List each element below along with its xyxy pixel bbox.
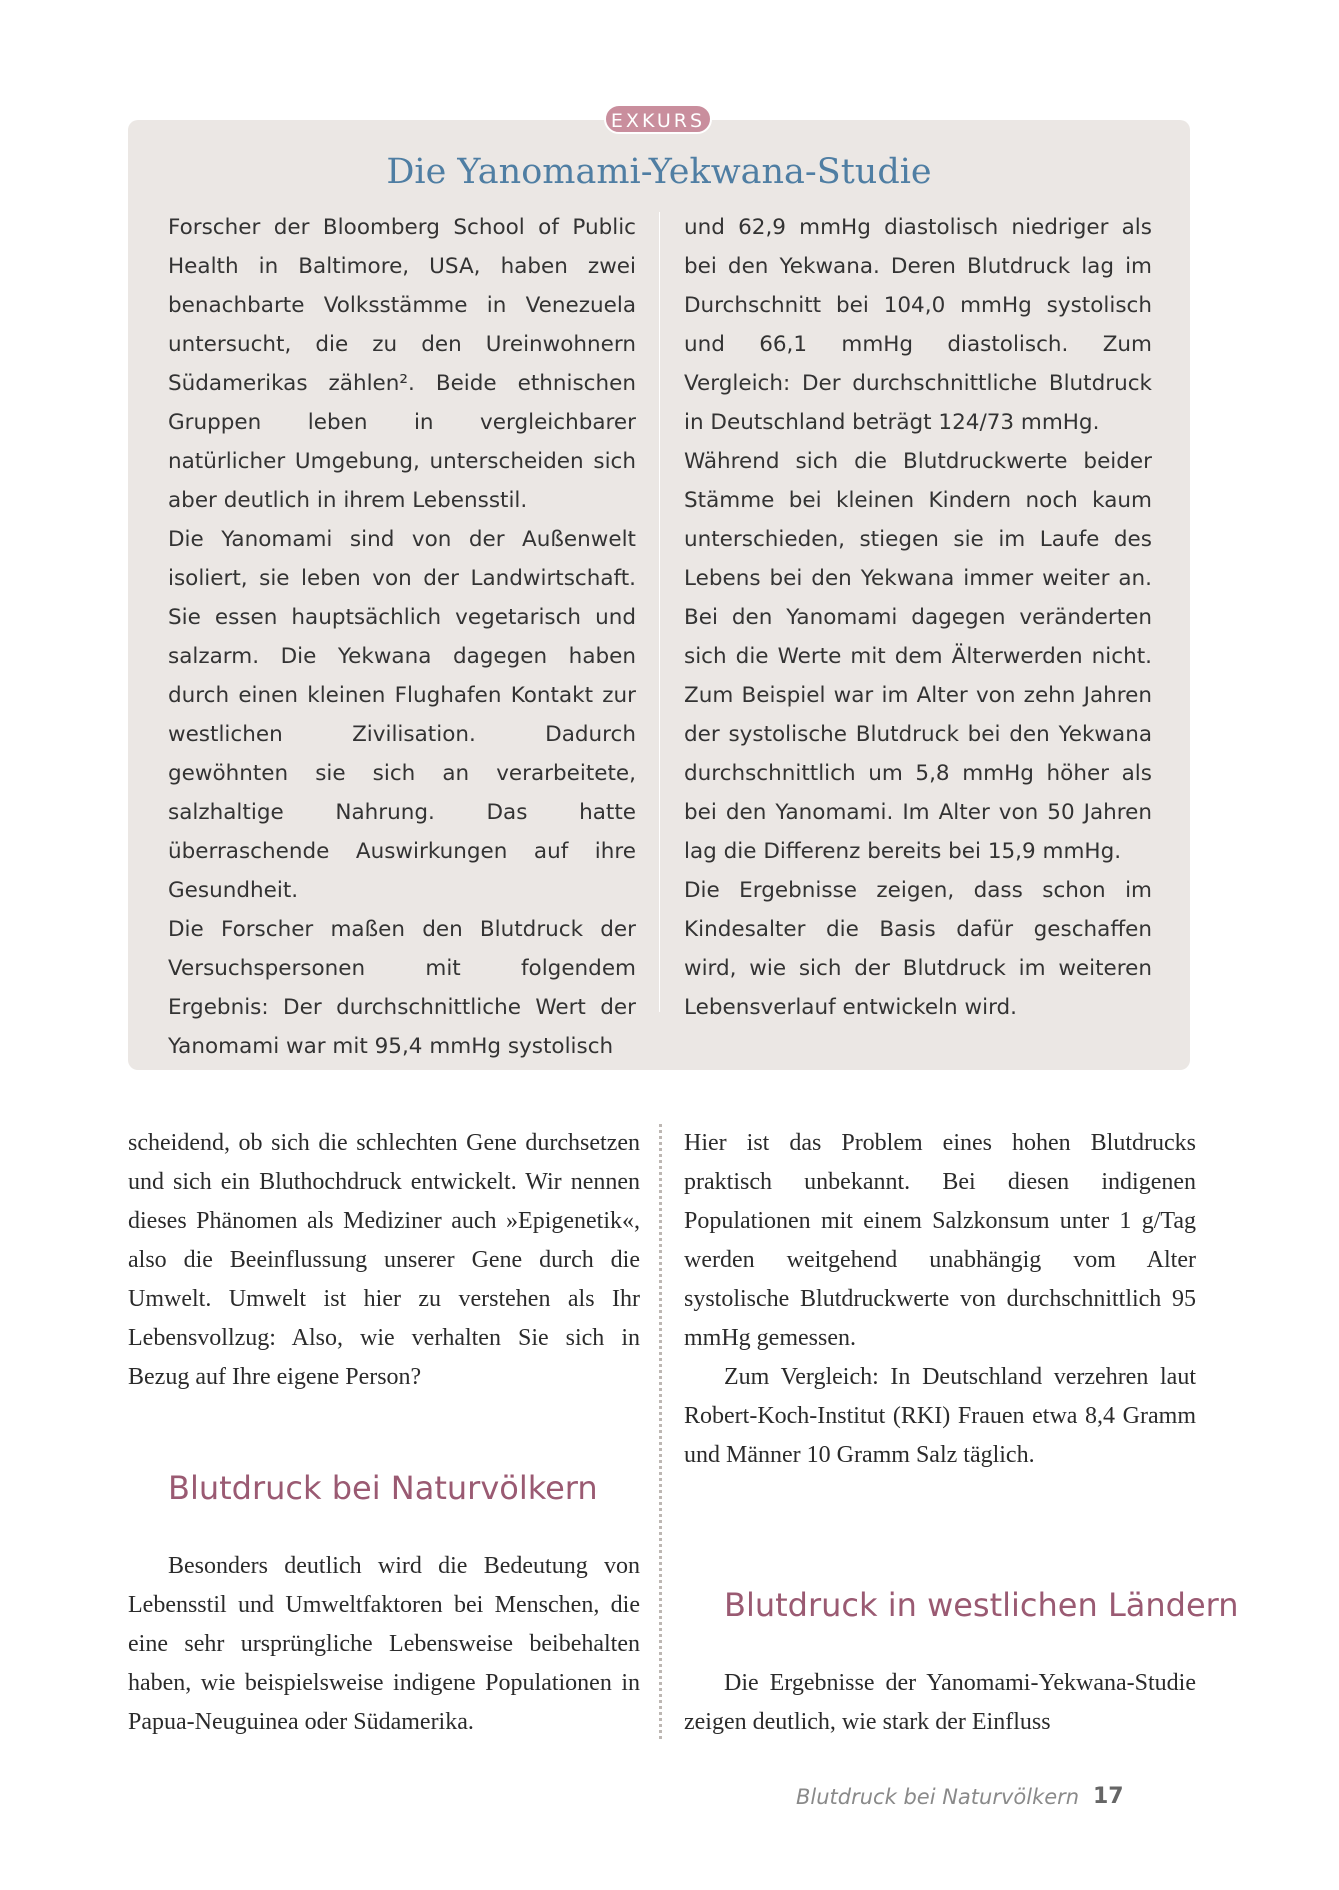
exkurs-column-divider xyxy=(659,212,660,1012)
exkurs-paragraph: Die Yanomami sind von der Außenwelt isoliert, sie leben von der Landwirtschaft. Sie essen hauptsächlich vegetarisch und salzarm. Die Yekwana dagegen haben durch einen kleinen Flughafen Kontakt zur westlichen Zivilisation. Dadurch gewöhnten sie sich an verarbeitete, salzhaltige Nahrung. Das hatte überraschende Auswirkungen auf ihre Gesundheit. xyxy=(168,527,636,903)
body-paragraph: Die Ergebnisse der Yanomami-Yekwana-Studie zeigen deutlich, wie stark der Einfluss xyxy=(684,1670,1196,1735)
exkurs-paragraph: und 62,9 mmHg diastolisch niedriger als bei den Yekwana. Deren Blutdruck lag im Durchschnitt bei 104,0 mmHg systolisch und 66,1 mmHg diastolisch. Zum Vergleich: Der durchschnittliche Blutdruck in Deutschland beträgt 124/73 mmHg. xyxy=(684,215,1152,435)
body-paragraph: Hier ist das Problem eines hohen Blutdrucks praktisch unbekannt. Bei diesen indigenen Populationen mit einem Salzkonsum unter 1 g/Tag werden weitgehend unabhängig vom Alter systolische Blutdruckwerte von durchschnittlich 95 mmHg gemessen. xyxy=(684,1130,1196,1351)
running-footer-title: Blutdruck bei Naturvölkern xyxy=(796,1785,1080,1809)
exkurs-title: Die Yanomami-Yekwana-Studie xyxy=(386,152,932,192)
exkurs-paragraph: Die Forscher maßen den Blutdruck der Versuchspersonen mit folgendem Ergebnis: Der durchschnittliche Wert der Yanomami war mit 95,4 mmHg systolisch xyxy=(168,917,636,1059)
body-paragraph: Besonders deutlich wird die Bedeutung von Lebensstil und Umweltfaktoren bei Menschen, die eine sehr ursprüngliche Lebensweise beibehalten haben, wie beispielsweise indigene Populationen in Papua-Neuguinea oder Südamerika. xyxy=(128,1553,640,1735)
section-heading-westliche-laender: Blutdruck in westlichen Ländern xyxy=(724,1586,1239,1624)
main-left-intro xyxy=(128,1124,640,1397)
body-paragraph: Zum Vergleich: In Deutschland verzehren laut Robert-Koch-Institut (RKI) Frauen etwa 8,4 Gramm und Männer 10 Gramm Salz täglich. xyxy=(684,1364,1196,1468)
main-right-body xyxy=(684,1664,1196,1742)
column-divider xyxy=(659,1124,662,1739)
section-heading-naturvoelker: Blutdruck bei Naturvölkern xyxy=(168,1469,598,1507)
exkurs-badge: EXKURS xyxy=(604,104,712,134)
body-paragraph: scheidend, ob sich die schlechten Gene durchsetzen und sich ein Bluthochdruck entwickelt. Wir nennen dieses Phänomen als Mediziner auch »Epigenetik«, also die Beeinflussung unserer Gene durch die Umwelt. Umwelt ist hier zu verstehen als Ihr Lebensvollzug: Also, wie verhalten Sie sich in Bezug auf Ihre eigene Person? xyxy=(128,1130,640,1390)
page-number: 17 xyxy=(1093,1784,1124,1809)
main-left-body xyxy=(128,1547,640,1742)
exkurs-paragraph: Forscher der Bloomberg School of Public Health in Baltimore, USA, haben zwei benachbarte Volksstämme in Venezuela untersucht, die zu den Ureinwohnern Südamerikas zählen². Beide ethnischen Gruppen leben in vergleichbarer natürlicher Umgebung, unterscheiden sich aber deutlich in ihrem Lebensstil. xyxy=(168,215,636,513)
main-right-top xyxy=(684,1124,1196,1475)
exkurs-paragraph: Während sich die Blutdruckwerte beider Stämme bei kleinen Kindern noch kaum unterschieden, stiegen sie im Laufe des Lebens bei den Yekwana immer weiter an. Bei den Yanomami dagegen veränderten sich die Werte mit dem Älterwerden nicht. Zum Beispiel war im Alter von zehn Jahren der systolische Blutdruck bei den Yekwana durchschnittlich um 5,8 mmHg höher als bei den Yanomami. Im Alter von 50 Jahren lag die Differenz bereits bei 15,9 mmHg. xyxy=(684,449,1152,864)
exkurs-paragraph: Die Ergebnisse zeigen, dass schon im Kindesalter die Basis dafür geschaffen wird, wie sich der Blutdruck im weiteren Lebensverlauf entwickeln wird. xyxy=(684,878,1152,1020)
exkurs-left-column xyxy=(168,208,636,1066)
exkurs-right-column xyxy=(684,208,1152,1027)
